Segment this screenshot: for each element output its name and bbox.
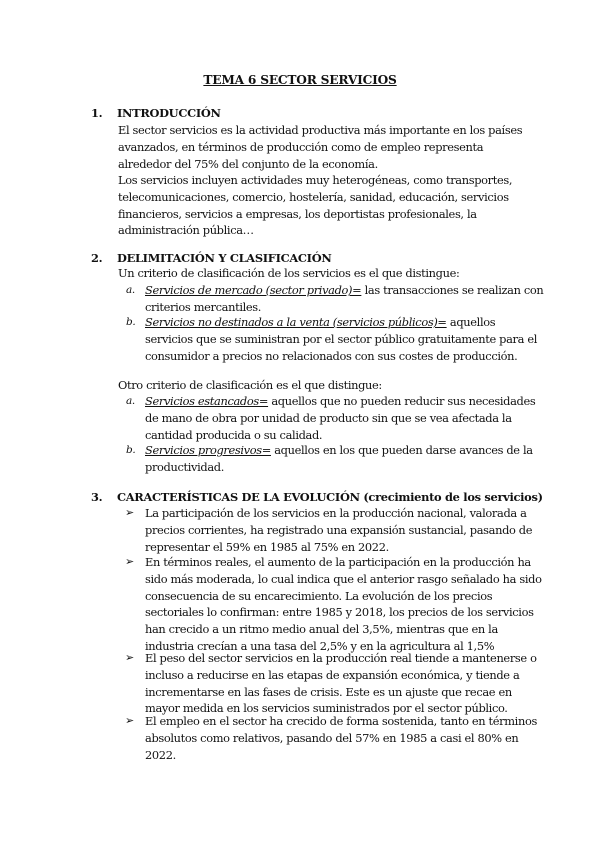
bullet-text: El peso del sector servicios en la producción real tiende a mantenerse o incluso a reducirse en las etapas de expansión económica, y tiende a incrementarse en las fases de crisis. Este es un ajuste que recae en mayor medida en los servicios suministrados por el sector público. [145,651,537,716]
term-servicios-mercado: Servicios de mercado (sector privado)= [145,283,362,297]
list-marker: b. [126,316,136,328]
list-item [126,393,545,443]
section-heading-introduccion [91,106,221,120]
arrow-bullet-icon: ➢ [125,506,134,519]
list-marker: a. [126,284,135,296]
section-number: 1. [91,106,103,120]
list-item [126,282,545,316]
term-definition: aquellos servicios que se suministran por el sector público gratuitamente para el consumidor a precios no relacionados con sus costes de producción. [145,315,538,363]
arrow-bullet-icon: ➢ [125,714,134,727]
term-definition: las transacciones se realizan con criterios mercantiles. [145,283,544,314]
arrow-bullet-icon: ➢ [125,651,134,664]
intro-paragraph-1: El sector servicios es la actividad productiva más importante en los países avanzados, en términos de producción como de empleo representa alrededor del 75% del conjunto de la economía. [118,123,523,171]
classification-intro-2: Otro criterio de clasificación es el que distingue: [118,378,382,392]
term-servicios-estancados: Servicios estancados= [145,394,269,408]
list-marker: b. [126,444,136,456]
bullet-item [125,505,545,555]
term-definition: aquellos en los que pueden darse avances de la productividad. [145,443,533,474]
arrow-bullet-icon: ➢ [125,555,134,568]
term-servicios-progresivos: Servicios progresivos= [145,443,271,457]
list-item [126,314,545,364]
section-heading-delimitacion [91,251,331,265]
bullet-item [125,713,545,763]
list-item [126,442,545,476]
bullet-text: La participación de los servicios en la producción nacional, valorada a precios corrientes, ha registrado una expansión sustancial, pasando de representar el 59% en 1985 al 75% en 2022. [145,506,533,554]
list-marker: a. [126,395,135,407]
term-definition: aquellos que no pueden reducir sus necesidades de mano de obra por unidad de producto sin que se vea afectada la cantidad producida o su calidad. [145,394,536,442]
section-number: 2. [91,251,103,265]
section-number: 3. [91,490,103,504]
bullet-text: En términos reales, el aumento de la participación en la producción ha sido más moderada, lo cual indica que el anterior rasgo señalado ha sido consecuencia de su encarecimiento. La evolución de los precios sectoriales lo confirman: entre 1985 y 2018, los precios de los servicios han crecido a un ritmo medio anual del 3,5%, mientras que en la industria crecían a una tasa del 2,5% y en la agricultura al 1,5% [145,555,542,653]
section-title: CARACTERÍSTICAS DE LA EVOLUCIÓN (crecimiento de los servicios) [117,490,543,504]
section-title: DELIMITACIÓN Y CLASIFICACIÓN [117,251,332,265]
bullet-item [125,554,545,655]
document-title: TEMA 6 SECTOR SERVICIOS [203,73,397,87]
term-servicios-no-venta: Servicios no destinados a la venta (servicios públicos)= [145,315,447,329]
bullet-text: El empleo en el sector ha crecido de forma sostenida, tanto en términos absolutos como relativos, pasando del 57% en 1985 a casi el 80% en 2022. [145,714,537,762]
section-heading-caracteristicas [91,490,543,504]
bullet-item [125,650,545,717]
classification-intro-1: Un criterio de clasificación de los servicios es el que distingue: [118,266,460,280]
intro-paragraph-2: Los servicios incluyen actividades muy heterogéneas, como transportes, telecomunicaciones, comercio, hostelería, sanidad, educación, servicios financieros, servicios a empresas, los deportistas profesionales, la administración pública… [118,173,513,238]
section-title: INTRODUCCIÓN [117,106,221,120]
